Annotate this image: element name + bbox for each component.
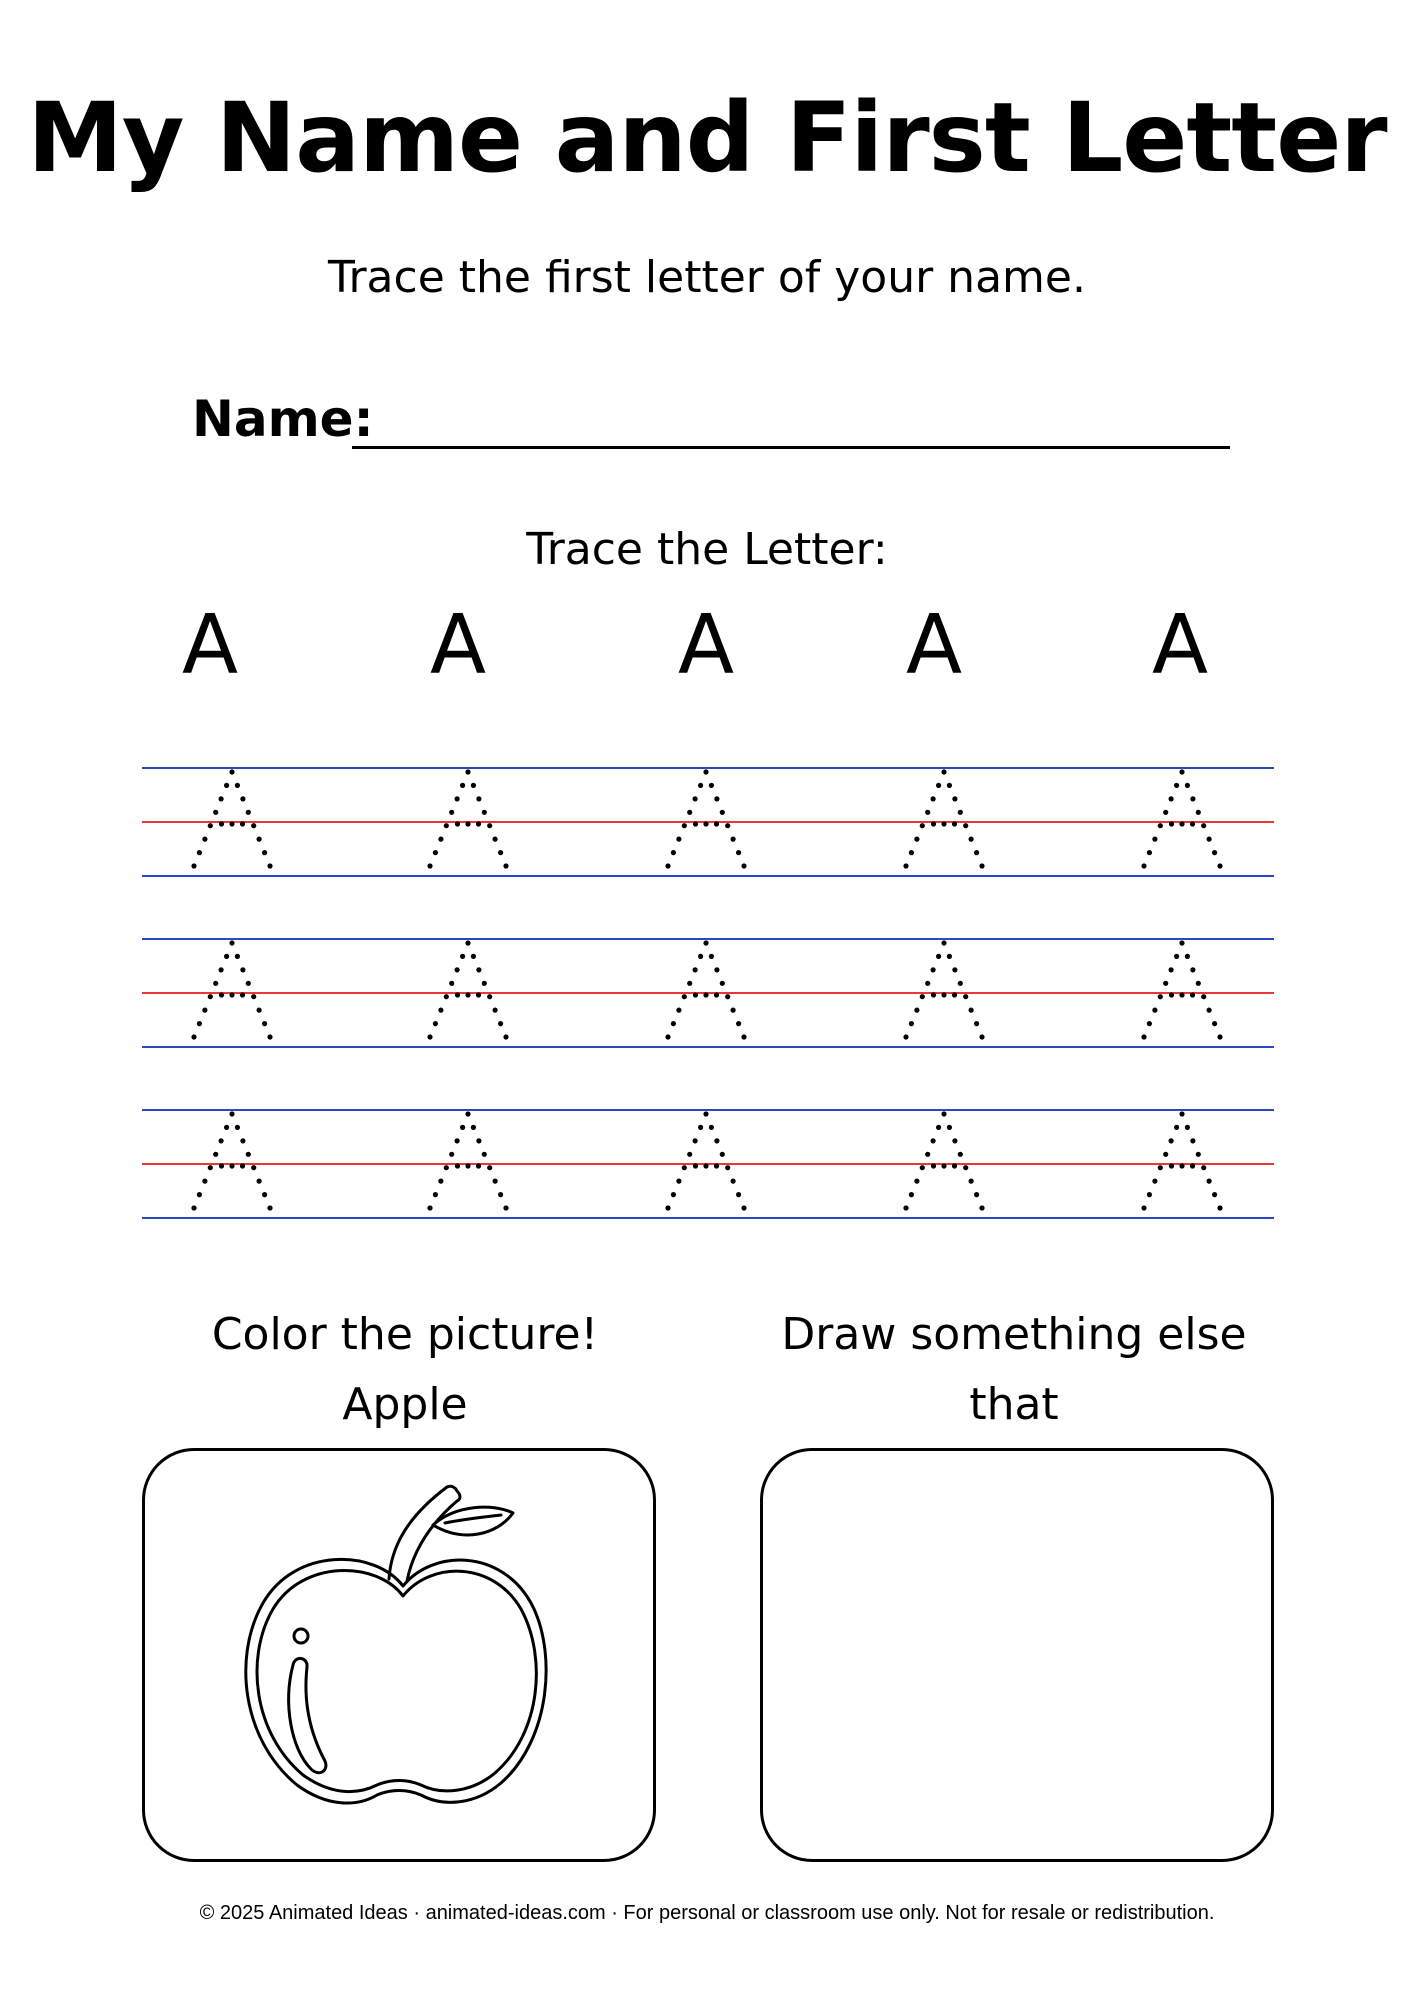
model-letter: A xyxy=(181,598,239,693)
dotted-letter-a[interactable] xyxy=(903,940,984,1039)
page-title: My Name and First Letter xyxy=(27,82,1387,194)
copyright-footer: © 2025 Animated Ideas · animated-ideas.com · For personal or classroom use only. Not for resale or redistribution. xyxy=(199,1902,1215,1924)
dotted-letter-a[interactable] xyxy=(665,1111,746,1210)
drawing-box[interactable] xyxy=(760,1448,1274,1862)
dotted-letter-a[interactable] xyxy=(191,769,272,868)
model-letter: A xyxy=(677,598,735,693)
tracing-practice-area[interactable] xyxy=(0,740,1414,1240)
name-write-line[interactable] xyxy=(352,446,1230,449)
color-section-heading xyxy=(140,1300,670,1440)
dotted-letter-a[interactable] xyxy=(1141,769,1222,868)
dotted-letter-a[interactable] xyxy=(427,940,508,1039)
instructions-subtitle: Trace the first letter of your name. xyxy=(328,252,1086,303)
model-letter: A xyxy=(1151,598,1209,693)
dotted-letter-a[interactable] xyxy=(1141,1111,1222,1210)
model-letter: A xyxy=(905,598,963,693)
dotted-letter-a[interactable] xyxy=(191,940,272,1039)
dotted-letter-a[interactable] xyxy=(903,769,984,868)
dotted-letter-a[interactable] xyxy=(427,769,508,868)
trace-heading: Trace the Letter: xyxy=(526,524,888,575)
dotted-letter-a[interactable] xyxy=(191,1111,272,1210)
dotted-letter-a[interactable] xyxy=(665,940,746,1039)
name-label: Name: xyxy=(192,390,374,448)
dotted-letter-a[interactable] xyxy=(427,1111,508,1210)
model-letter: A xyxy=(429,598,487,693)
draw-heading-line: Draw something else that xyxy=(781,1309,1247,1430)
dotted-letter-a[interactable] xyxy=(665,769,746,868)
coloring-box[interactable] xyxy=(142,1448,656,1862)
color-picture-name: Apple xyxy=(342,1379,468,1430)
dotted-letter-a[interactable] xyxy=(903,1111,984,1210)
color-heading-line: Color the picture! xyxy=(211,1309,599,1360)
dotted-letter-a[interactable] xyxy=(1141,940,1222,1039)
apple-outline-icon xyxy=(145,1451,653,1859)
